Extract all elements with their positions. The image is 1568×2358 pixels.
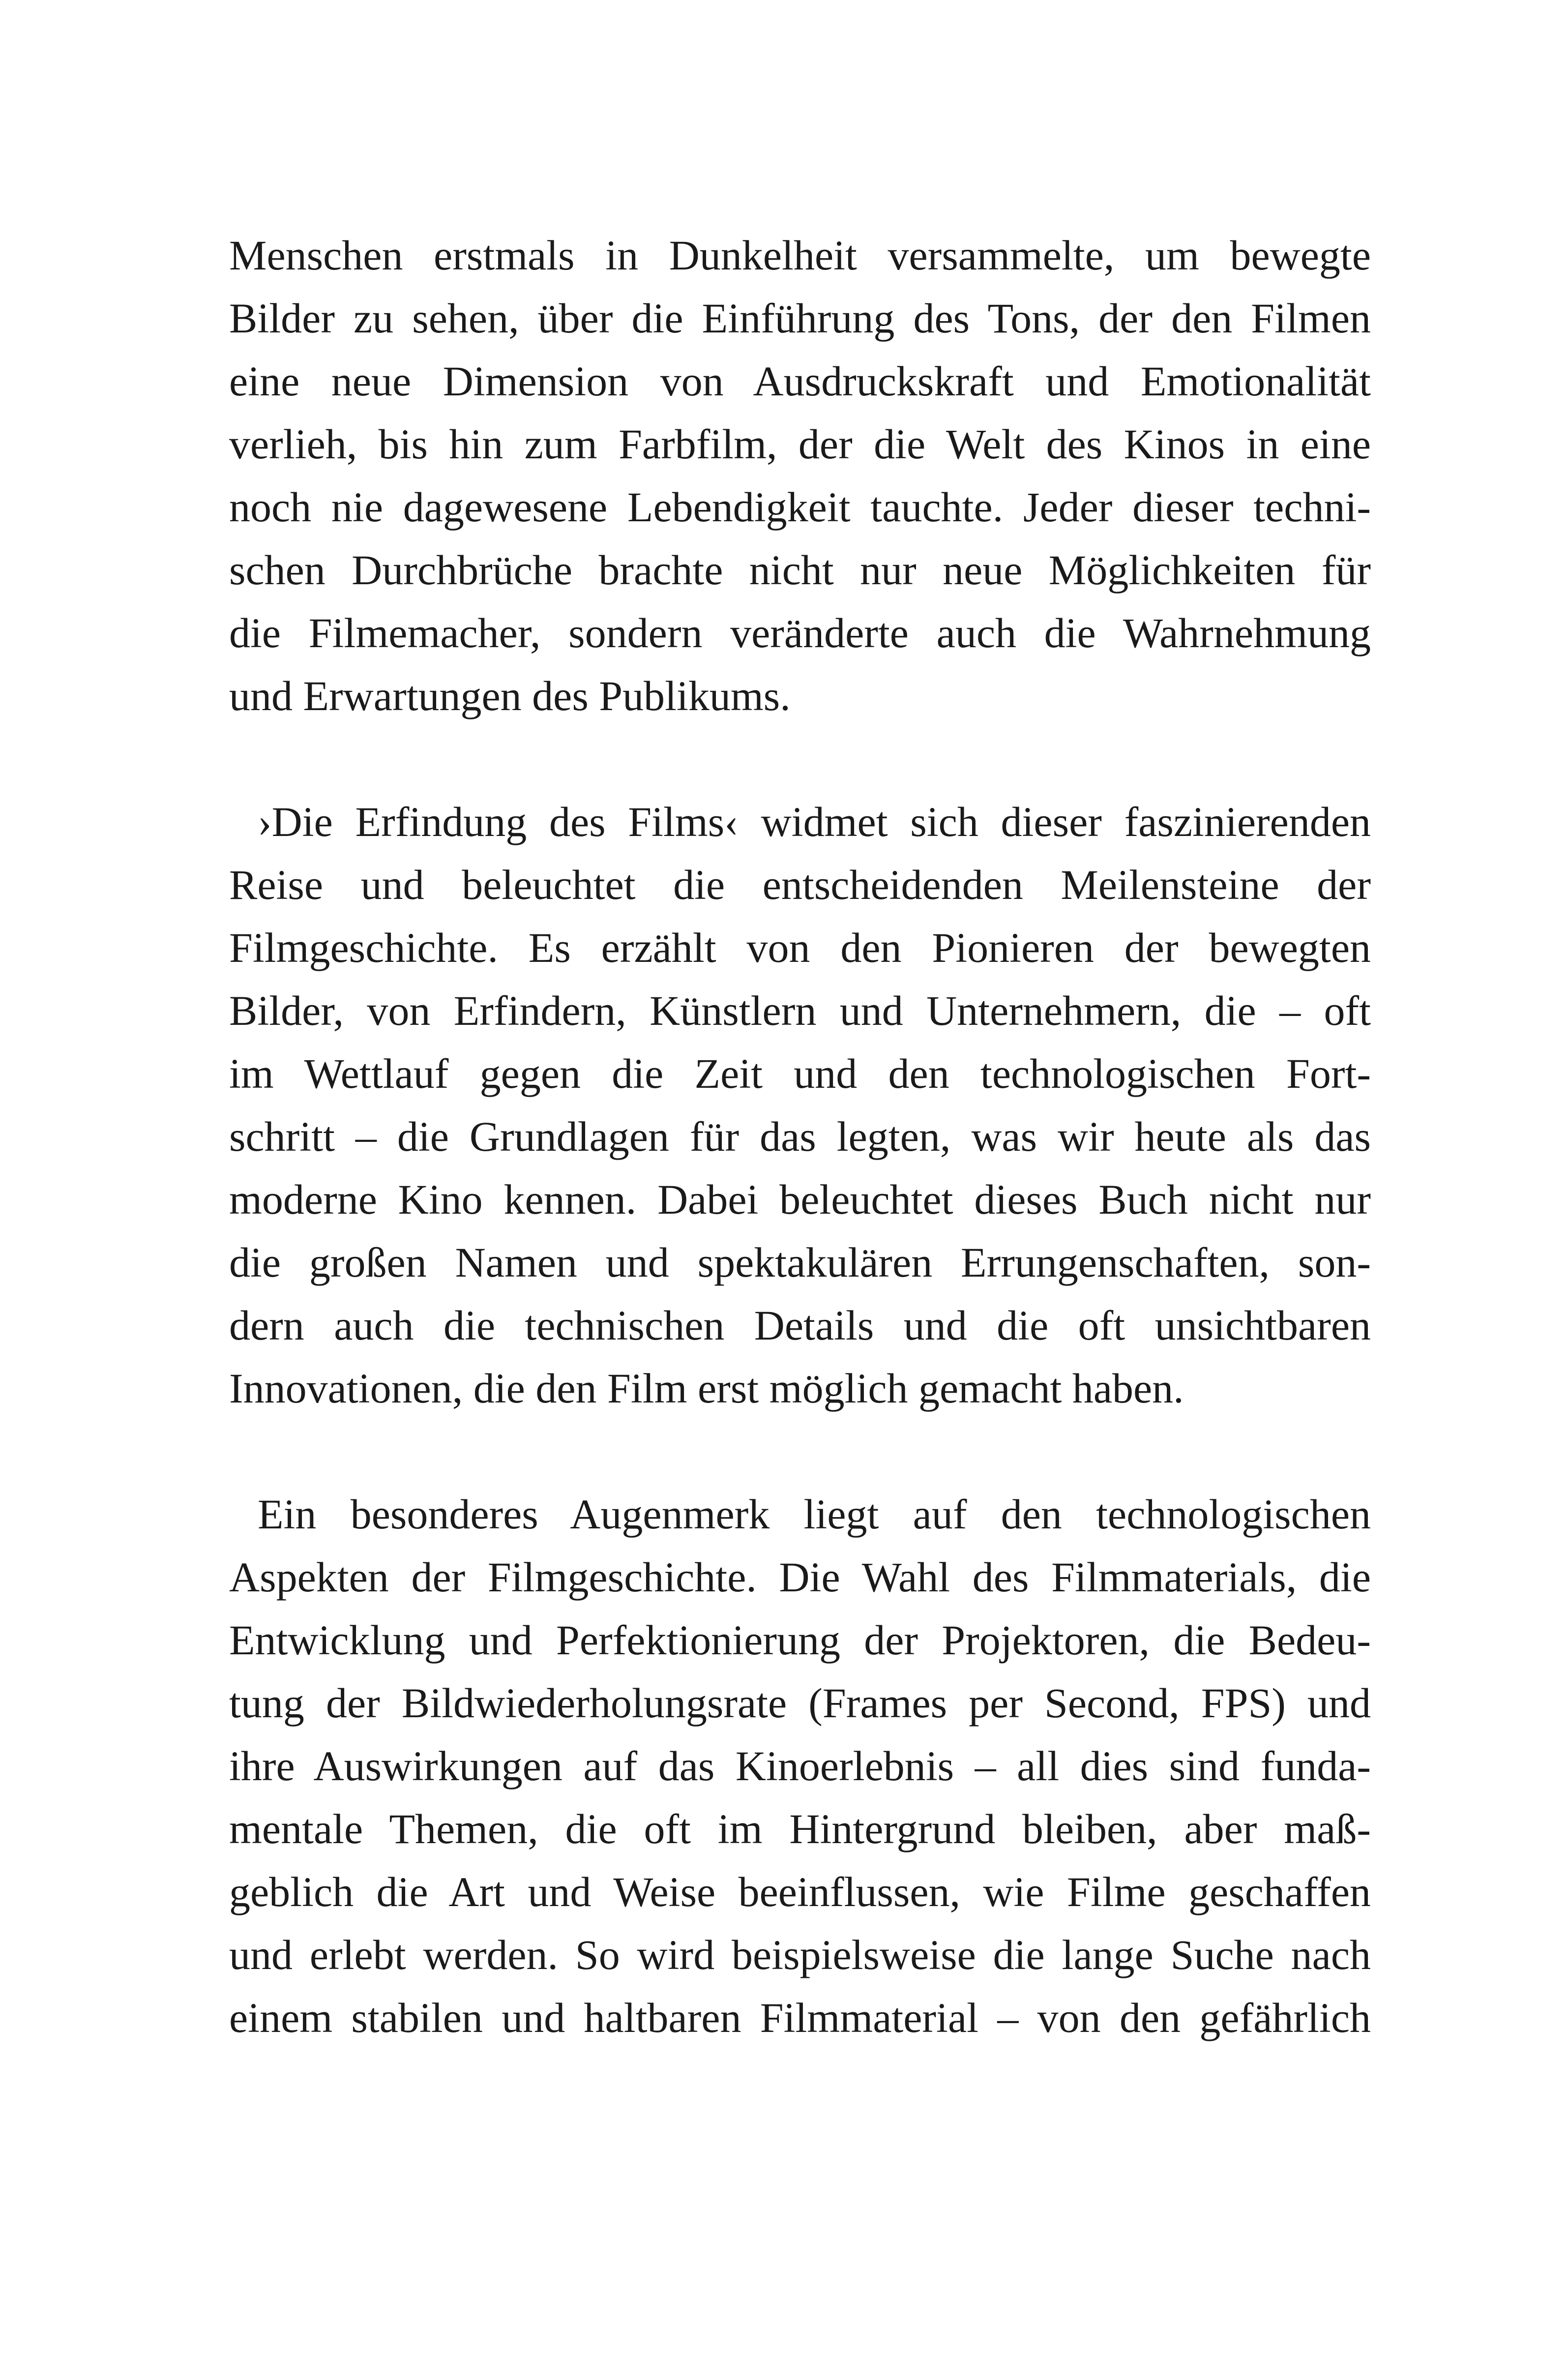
text-line: ›Die Erfindung des Films‹ widmet sich dieser faszinierenden bbox=[258, 798, 1371, 845]
body-text bbox=[229, 224, 1371, 2049]
text-line: und erlebt werden. So wird beispielsweise die lange Suche nach bbox=[229, 1931, 1371, 1978]
text-line: tung der Bildwiederholungsrate (Frames per Second, FPS) und bbox=[229, 1679, 1371, 1727]
text-line: ihre Auswirkungen auf das Kinoerlebnis – all dies sind funda- bbox=[229, 1742, 1371, 1790]
text-line: schritt – die Grundlagen für das legten, was wir heute als das bbox=[229, 1113, 1371, 1160]
text-line: dern auch die technischen Details und die oft unsichtbaren bbox=[229, 1302, 1371, 1349]
text-line: Reise und beleuchtet die entscheidenden Meilensteine der bbox=[229, 861, 1371, 908]
text-line: die großen Namen und spektakulären Errungenschaften, son- bbox=[229, 1239, 1371, 1286]
text-line: Filmgeschichte. Es erzählt von den Pionieren der bewegten bbox=[229, 924, 1371, 971]
text-line: geblich die Art und Weise beeinflussen, wie Filme geschaffen bbox=[229, 1868, 1371, 1915]
text-line: schen Durchbrüche brachte nicht nur neue Möglichkeiten für bbox=[229, 546, 1371, 594]
text-line: eine neue Dimension von Ausdruckskraft und Emotionalität bbox=[229, 358, 1371, 405]
text-line: Bilder zu sehen, über die Einführung des Tons, der den Filmen bbox=[229, 295, 1371, 342]
text-line: Ein besonderes Augenmerk liegt auf den technologischen bbox=[258, 1491, 1371, 1538]
paragraph-1 bbox=[229, 224, 1371, 727]
text-line: Aspekten der Filmgeschichte. Die Wahl des Filmmaterials, die bbox=[229, 1553, 1371, 1601]
text-line: Innovationen, die den Film erst möglich gemacht haben. bbox=[229, 1365, 1184, 1412]
paragraph-2 bbox=[229, 790, 1371, 1420]
text-line: und Erwartungen des Publikums. bbox=[229, 672, 791, 719]
text-line: die Filmemacher, sondern veränderte auch die Wahrnehmung bbox=[229, 609, 1371, 657]
text-line: noch nie dagewesene Lebendigkeit tauchte. Jeder dieser techni- bbox=[229, 483, 1371, 531]
text-line: im Wettlauf gegen die Zeit und den technologischen Fort- bbox=[229, 1050, 1371, 1097]
text-line: Bilder, von Erfindern, Künstlern und Unternehmern, die – oft bbox=[229, 987, 1371, 1034]
paragraph-gap bbox=[229, 1420, 1371, 1483]
paragraph-3 bbox=[229, 1483, 1371, 2049]
text-line: mentale Themen, die oft im Hintergrund bleiben, aber maß- bbox=[229, 1805, 1371, 1852]
text-line: Entwicklung und Perfektionierung der Projektoren, die Bedeu- bbox=[229, 1616, 1371, 1664]
text-line: verlieh, bis hin zum Farbfilm, der die Welt des Kinos in eine bbox=[229, 420, 1371, 468]
text-line: einem stabilen und haltbaren Filmmaterial – von den gefährlich bbox=[229, 1994, 1371, 2041]
text-line: moderne Kino kennen. Dabei beleuchtet dieses Buch nicht nur bbox=[229, 1176, 1371, 1223]
text-line: Menschen erstmals in Dunkelheit versammelte, um bewegte bbox=[229, 232, 1371, 279]
paragraph-gap bbox=[229, 727, 1371, 790]
